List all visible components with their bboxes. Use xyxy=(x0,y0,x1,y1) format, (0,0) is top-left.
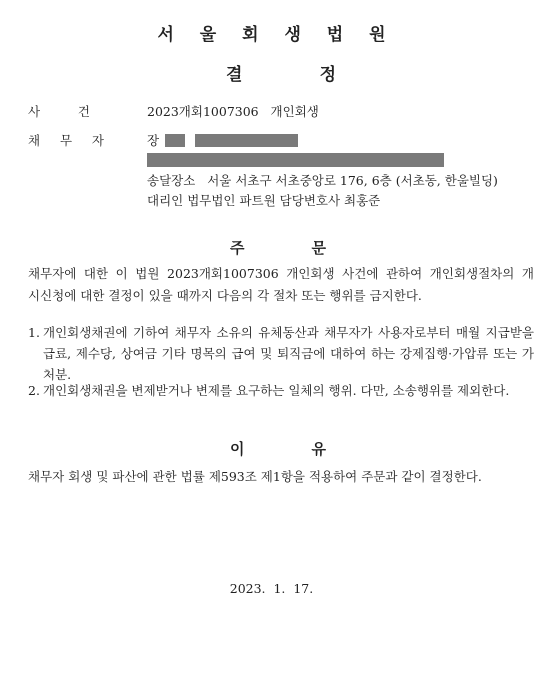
court-name: 서 울 회 생 법 원 xyxy=(157,25,396,45)
reason-text: 채무자 회생 및 파산에 관한 법률 제593조 제1항을 적용하여 주문과 같이 결정한다. xyxy=(28,469,482,484)
order-paragraph-line-1: 채무자에 대한 이 법원 2023개회1007306 개인회생 사건에 관하여 개인회생절차의 개 xyxy=(28,266,534,281)
case-number: 2023개회1007306 개인회생 xyxy=(147,104,319,119)
case-label-char: 건 xyxy=(77,104,90,119)
redacted-debtor-address xyxy=(147,153,444,167)
order-paragraph-line-2: 시신청에 대한 결정이 있을 때까지 다음의 각 절차 또는 행위를 금지한다. xyxy=(28,288,422,303)
service-address: 송달장소 서울 서초구 서초중앙로 176, 6층 (서초동, 한울빌딩) xyxy=(147,173,498,188)
case-label xyxy=(28,102,104,120)
debtor-row xyxy=(28,131,298,149)
debtor-label-char: 무 xyxy=(59,133,73,148)
case-label-char: 사 xyxy=(28,104,41,119)
representative: 대리인 법무법인 파트원 담당변호사 최홍준 xyxy=(147,193,381,208)
debtor-name-prefix: 장 xyxy=(147,133,160,148)
reason-heading-char: 이 xyxy=(230,440,245,458)
debtor-label-char: 채 xyxy=(28,133,41,148)
document-title xyxy=(226,60,336,85)
reason-heading-char: 유 xyxy=(311,440,326,458)
order-item-1 xyxy=(28,322,534,385)
reason-heading xyxy=(230,438,326,459)
order-heading-char: 문 xyxy=(311,239,326,257)
order-heading xyxy=(230,237,326,258)
order-item-text: 개인회생채권을 변제받거나 변제를 요구하는 일체의 행위. 다만, 소송행위를 제외한다. xyxy=(43,383,510,398)
order-item-number: 2. xyxy=(28,383,40,398)
case-row xyxy=(28,102,319,120)
debtor-label-char: 자 xyxy=(91,133,104,148)
debtor-label xyxy=(28,131,104,149)
order-heading-char: 주 xyxy=(230,239,245,257)
redacted-debtor-id xyxy=(195,134,298,147)
document-title-char: 정 xyxy=(319,65,336,85)
order-item-number: 1. xyxy=(28,325,40,340)
decision-date: 2023. 1. 17. xyxy=(229,581,314,596)
order-item-text: 개인회생채권에 기하여 채무자 소유의 유체동산과 채무자가 사용자로부터 매월 지급받을 급료, 제수당, 상여금 기타 명목의 급여 및 퇴직금에 대하여 하는 강제집행·가압류 또는 가처분. xyxy=(43,325,534,382)
order-item-2 xyxy=(28,380,534,401)
redacted-debtor-name xyxy=(165,134,185,147)
document-title-char: 결 xyxy=(226,65,243,85)
